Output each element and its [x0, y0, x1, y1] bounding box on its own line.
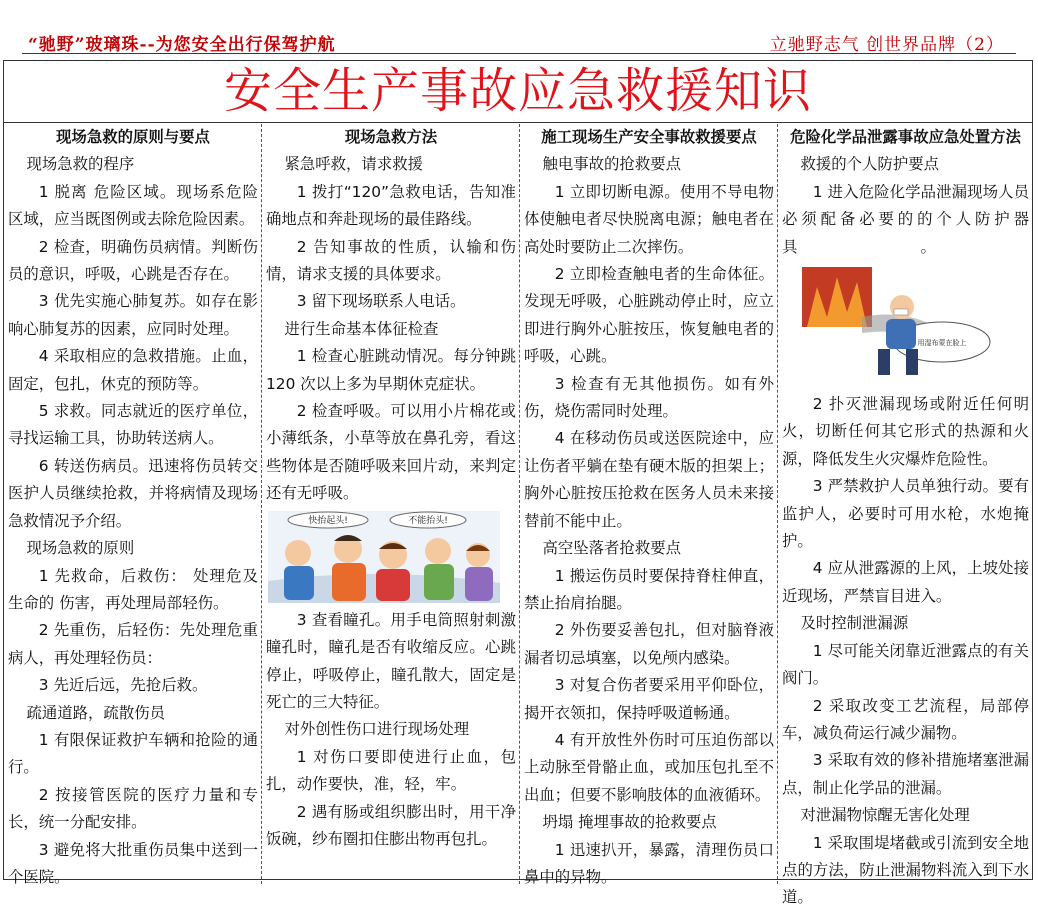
section-subheading: 现场急救的程序 [26, 155, 135, 174]
section-subheading: 进行生命基本体征检查 [284, 319, 439, 338]
column-first-aid-methods [262, 124, 520, 884]
body-paragraph: 4 有开放性外伤时可压迫伤部以上动脉至骨骼止血，或加压包扎至不出血；但要不影响肢体的血液循环。 [524, 730, 774, 804]
body-paragraph: 1 脱离 危险区域。现场系危险区域，应当既图例或去除危险因素。 [8, 182, 258, 229]
body-paragraph: 4 采取相应的急救措施。止血，固定，包扎，休克的预防等。 [8, 347, 258, 393]
column-heading: 施工现场生产安全事故救援要点 [541, 128, 757, 146]
section-subheading: 现场急救的原则 [26, 539, 135, 558]
body-paragraph: 2 按接管医院的医疗力量和专长，统一分配安排。 [8, 785, 258, 832]
column-body-continued [782, 391, 1029, 912]
body-paragraph: 3 严禁救护人员单独行动。要有监护人，必要时可用水枪，水炮掩护。 [782, 477, 1029, 551]
column-body-continued [266, 607, 516, 854]
column-heading: 现场急救的原则与要点 [56, 128, 210, 146]
body-paragraph: 1 立即切断电源。使用不导电物体使触电者尽快脱离电源；触电者在高处时要防止二次摔伤。 [524, 182, 774, 256]
column-body [782, 151, 1029, 261]
body-paragraph: 3 先近后远，先抢后救。 [38, 676, 208, 695]
illustration-chemical-escape [802, 267, 992, 385]
body-paragraph: 2 外伤要妥善包扎，但对脑脊液漏者切忌填塞，以免颅内感染。 [524, 621, 774, 667]
body-paragraph: 2 扑灭泄漏现场或附近任何明火，切断任何其它形式的热源和火源，降低发生火灾爆炸危险性。 [782, 395, 1029, 468]
body-paragraph: 3 采取有效的修补措施堵塞泄漏点，制止化学品的泄漏。 [782, 751, 1029, 797]
body-paragraph: 4 应从泄露源的上风，上坡处接近现场，严禁盲目进入。 [782, 559, 1029, 605]
body-paragraph: 3 对复合伤者要采用平仰卧位，揭开衣领扣，保持呼吸道畅通。 [524, 676, 774, 722]
header-divider [22, 53, 1016, 54]
body-paragraph: 3 避免将大批重伤员集中送到一个医院。 [8, 840, 258, 886]
column-heading: 危险化学品泄露事故应急处置方法 [790, 128, 1021, 146]
column-body [266, 151, 516, 507]
column-body [524, 151, 774, 891]
body-paragraph: 1 采取围堤堵截或引流到安全地点的方法，防止泄漏物料流入到下水道。 [782, 833, 1029, 907]
body-paragraph: 1 对伤口要即使进行止血，包扎，动作要快，准，轻，牢。 [266, 747, 516, 794]
section-subheading: 对外创性伤口进行现场处理 [284, 720, 470, 739]
body-paragraph: 1 进入危险化学品泄漏现场人员必须配备必要的的个人防护器具 。 [782, 182, 1029, 256]
body-paragraph: 4 在移动伤员或送医院途中，应让伤者平躺在垫有硬木版的担架上；胸外心脏按压抢救在医务人员未来接替前不能中止。 [524, 429, 774, 530]
body-paragraph: 3 检查有无其他损伤。如有外伤，烧伤需同时处理。 [524, 374, 774, 421]
column-construction-accidents [520, 124, 778, 884]
page-title: 安全生产事故应急救援知识 [223, 63, 812, 119]
column-heading: 现场急救方法 [344, 128, 438, 146]
speech-bubble: 用湿布蒙在脸上 [917, 339, 967, 348]
section-subheading: 疏通道路，疏散伤员 [26, 703, 165, 722]
header-right-slogan: 立驰野志气 创世界品牌（2） [769, 35, 1004, 55]
column-chemical-leaks [778, 124, 1032, 907]
illustration-rescue-scene [268, 511, 500, 603]
body-paragraph: 1 检查心脏跳动情况。每分钟跳 120 次以上多为早期休克症状。 [266, 347, 516, 393]
body-paragraph: 3 优先实施心肺复苏。如存在影响心肺复苏的因素，应同时处理。 [8, 292, 258, 338]
body-paragraph: 1 先救命，后救伤： 处理危及生命的 伤害，再处理局部轻伤。 [8, 566, 258, 612]
body-paragraph: 6 转送伤病员。迅速将伤员转交医护人员继续抢救，并将病情及现场急救情况予介绍。 [8, 456, 258, 530]
section-subheading: 对泄漏物惊醒无害化处理 [800, 806, 970, 825]
body-paragraph: 1 迅速扒开，暴露，清理伤员口鼻中的异物。 [524, 840, 774, 886]
body-paragraph: 2 告知事故的性质，认输和伤情，请求支援的具体要求。 [266, 237, 516, 284]
body-paragraph: 2 采取改变工艺流程，局部停车，减负荷运行减少漏物。 [782, 696, 1029, 742]
section-subheading: 救援的个人防护要点 [800, 155, 939, 174]
main-frame [3, 60, 1033, 907]
section-subheading: 紧急呼救，请求救援 [284, 155, 423, 174]
body-paragraph: 3 留下现场联系人电话。 [296, 292, 466, 311]
body-paragraph: 2 检查呼吸。可以用小片棉花或小薄纸条，小草等放在鼻孔旁，看这些物体是否随呼吸来回片动，来判定还有无呼吸。 [266, 402, 516, 503]
header-left-slogan: “驰野”玻璃珠--为您安全出行保驾护航 [28, 35, 336, 55]
column-body [8, 151, 258, 891]
body-paragraph: 3 查看瞳孔。用手电筒照射刺激瞳孔时，瞳孔是否有收缩反应。心跳停止，呼吸停止，瞳孔散大，固定是死亡的三大特征。 [266, 610, 516, 711]
body-paragraph: 5 求救。同志就近的医疗单位，寻找运输工具，协助转送病人。 [8, 402, 258, 448]
section-subheading: 触电事故的抢救要点 [542, 155, 681, 174]
body-paragraph: 1 尽可能关闭靠近泄露点的有关阀门。 [782, 641, 1029, 688]
body-paragraph: 1 有限保证救护车辆和抢险的通行。 [8, 730, 258, 777]
section-subheading: 坍塌 掩埋事故的抢救要点 [542, 813, 717, 832]
section-subheading: 及时控制泄漏源 [800, 614, 909, 633]
body-paragraph: 1 搬运伤员时要保持脊柱伸直，禁止抬肩抬腿。 [524, 566, 774, 612]
body-paragraph: 2 遇有肠或组织膨出时，用干净饭碗，纱布圈扣住膨出物再包扎。 [266, 802, 516, 848]
body-paragraph: 2 立即检查触电者的生命体征。发现无呼吸，心脏跳动停止时，应立即进行胸外心脏按压，恢复触电者的呼吸，心跳。 [524, 265, 774, 366]
speech-bubble-left: 快抬起头! [308, 515, 348, 526]
body-paragraph: 1 拨打“120”急救电话，告知准确地点和奔赴现场的最佳路线。 [266, 182, 516, 229]
body-paragraph: 2 检查，明确伤员病情。判断伤员的意识，呼吸，心跳是否存在。 [8, 237, 258, 284]
section-subheading: 高空坠落者抢救要点 [542, 539, 681, 558]
title-divider [4, 122, 1032, 123]
speech-bubble-right: 不能抬头! [408, 515, 448, 526]
column-first-aid-principles [4, 124, 262, 884]
body-paragraph: 2 先重伤，后轻伤：先处理危重病人，再处理轻伤员： [8, 621, 258, 667]
